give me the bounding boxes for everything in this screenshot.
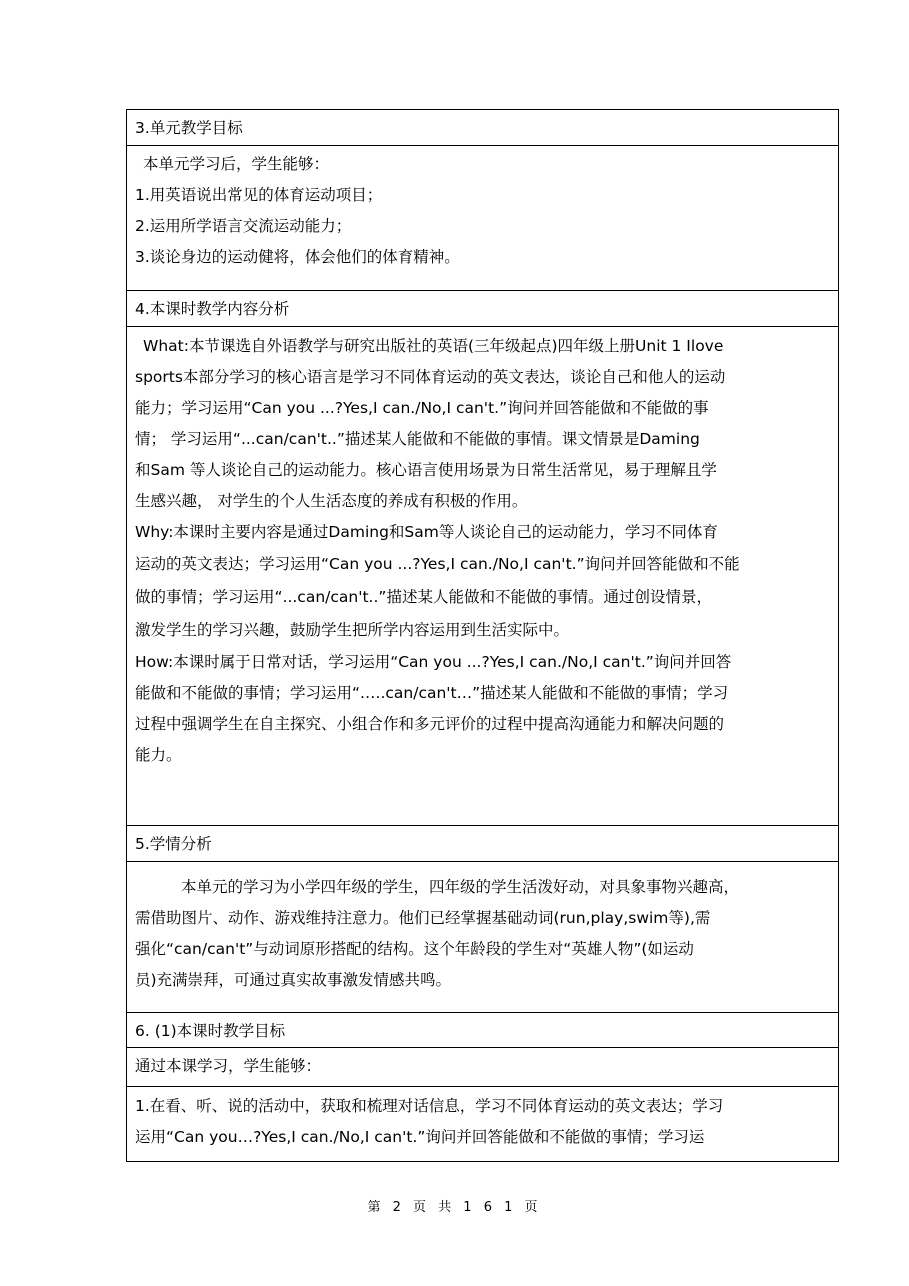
section-5-body-row xyxy=(127,862,839,1013)
section-5-heading-row xyxy=(127,826,839,862)
s4-how-2: 过程中强调学生在自主探究、小组合作和多元评价的过程中提高沟通能力和解决问题的 xyxy=(135,715,725,733)
section-5-heading: 5.学情分析 xyxy=(127,826,839,862)
section-3-body-row xyxy=(127,146,839,291)
section-5-body xyxy=(127,862,839,1013)
section-6-intro-row xyxy=(127,1048,839,1087)
section-4-body xyxy=(127,327,839,826)
section-4-heading-row xyxy=(127,291,839,327)
s4-what-4: 和Sam 等人谈论自己的运动能力。核心语言使用场景为日常生活常见，易于理解且学 xyxy=(135,461,717,479)
s3-line-3: 3.谈论身边的运动健将，体会他们的体育精神。 xyxy=(135,248,460,266)
section-6-heading-row xyxy=(127,1013,839,1048)
s5-line-2: 强化“can/can't”与动词原形搭配的结构。这个年龄段的学生对“英雄人物”(如运动 xyxy=(135,940,694,958)
section-6-intro: 通过本课学习，学生能够： xyxy=(127,1048,839,1087)
s4-what-1: sports本部分学习的核心语言是学习不同体育运动的英文表达，谈论自己和他人的运动 xyxy=(135,368,726,386)
s5-line-1: 需借助图片、动作、游戏维持注意力。他们已经掌握基础动词(run,play,swim等),需 xyxy=(135,909,711,927)
lesson-plan-table xyxy=(126,109,839,1162)
s4-how-0: How:本课时属于日常对话，学习运用“Can you ...?Yes,I can./No,I can't.”询问并回答 xyxy=(135,653,732,671)
section-4-heading: 4.本课时教学内容分析 xyxy=(127,291,839,327)
s4-how-1: 能做和不能做的事情；学习运用“.….can/can't…”描述某人能做和不能做的事情；学习 xyxy=(135,684,729,702)
s4-what-2: 能力；学习运用“Can you ...?Yes,I can./No,I can't.”询问并回答能做和不能做的事 xyxy=(135,399,709,417)
s6-line-0: 1.在看、听、说的活动中，获取和梳理对话信息，学习不同体育运动的英文表达；学习 xyxy=(135,1097,724,1115)
s5-line-3: 员)充满崇拜，可通过真实故事激发情感共鸣。 xyxy=(135,971,452,989)
section-3-body xyxy=(127,146,839,291)
s3-line-1: 1.用英语说出常见的体育运动项目； xyxy=(135,186,383,204)
s4-why-2: 做的事情；学习运用“...can/can't..”描述某人能做和不能做的事情。通过创设情景， xyxy=(135,588,712,606)
s4-what-5: 生感兴趣， 对学生的个人生活态度的养成有积极的作用。 xyxy=(135,492,528,510)
section-6-heading: 6. (1)本课时教学目标 xyxy=(127,1013,839,1048)
s4-how-3: 能力。 xyxy=(135,746,182,764)
s4-what-3: 情； 学习运用“...can/can't..”描述某人能做和不能做的事情。课文情景是Daming xyxy=(135,430,700,448)
s3-line-intro: 本单元学习后，学生能够： xyxy=(143,155,330,173)
s4-why-1: 运动的英文表达；学习运用“Can you ...?Yes,I can./No,I can't.”询问并回答能做和不能 xyxy=(135,555,740,573)
section-6-body xyxy=(127,1087,839,1162)
section-6-body-row xyxy=(127,1087,839,1162)
section-4-body-row xyxy=(127,327,839,826)
s3-line-2: 2.运用所学语言交流运动能力； xyxy=(135,217,352,235)
s4-why-3: 激发学生的学习兴趣，鼓励学生把所学内容运用到生活实际中。 xyxy=(135,621,570,639)
s4-what-0: What:本节课选自外语教学与研究出版社的英语(三年级起点)四年级上册Unit 1 Ilove xyxy=(143,337,724,355)
s4-why-0: Why:本课时主要内容是通过Daming和Sam等人谈论自己的运动能力，学习不同体育 xyxy=(135,523,718,541)
s5-line-0: 本单元的学习为小学四年级的学生，四年级的学生活泼好动，对具象事物兴趣高， xyxy=(181,878,740,896)
page-footer: 第 2 页 共 1 6 1 页 xyxy=(367,1200,542,1215)
section-3-heading-row xyxy=(127,110,839,146)
section-3-heading: 3.单元教学目标 xyxy=(127,110,839,146)
s6-line-1: 运用“Can you…?Yes,I can./No,I can't.”询问并回答能做和不能做的事情；学习运 xyxy=(135,1128,705,1146)
